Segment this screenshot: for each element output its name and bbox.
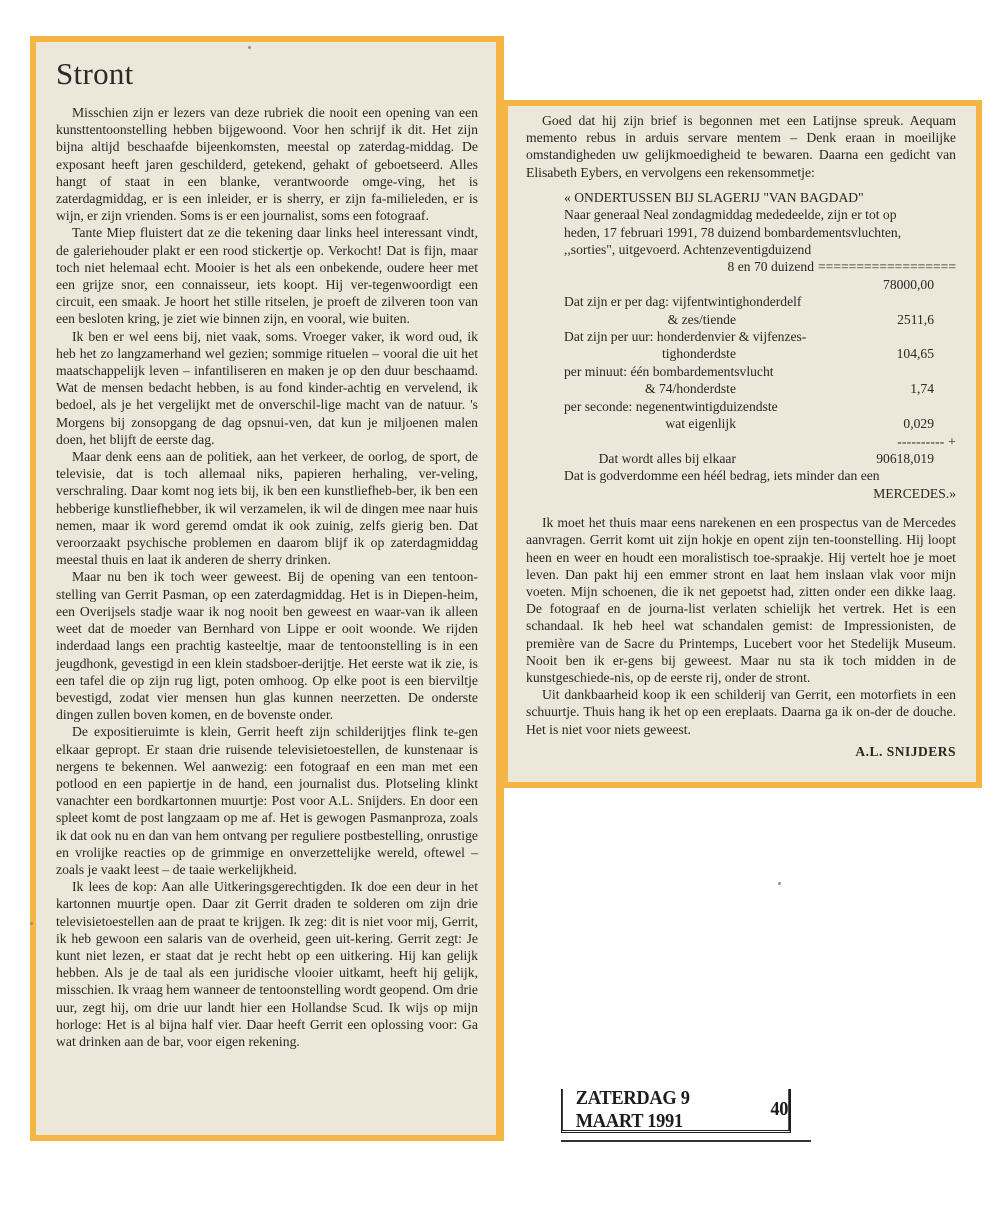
scan-speck bbox=[30, 922, 33, 925]
poem-line: Naar generaal Neal zondagmiddag mededeelde, zijn er tot op bbox=[564, 207, 897, 223]
poem-row-value: 2511,6 bbox=[897, 311, 934, 327]
paragraph: Maar denk eens aan de politiek, aan het verkeer, de oorlog, de sport, de televisie, dat is toch allemaal niks, papieren herhaling, ver-veling, verschraling. Daar komt nog iets bij, ik ben een kunstliefheb-ber, ik ben een hebberige kunstliefhebber, ik wil verzamelen, ik wil de dingen mee naar huis nemen, maar ik word geremd omdat ik ook zuinig, zelfs gierig ben. Dat veroorzaakt psychische problemen en daarom blijf ik op zaterdagmiddag meestal thuis en laat ik anderen de sherry drinken. bbox=[56, 449, 478, 568]
article-clipping-right bbox=[504, 100, 982, 788]
poem-row-label: per seconde: negenentwintigduizendste bbox=[564, 398, 778, 414]
poem-block bbox=[564, 189, 956, 502]
article-title: Stront bbox=[56, 56, 134, 91]
author-signature: A.L. SNIJDERS bbox=[855, 743, 956, 759]
poem-total-row bbox=[564, 276, 956, 293]
poem-split-row bbox=[564, 258, 956, 275]
paragraph: Tante Miep fluistert dat ze die tekening daar links heel interessant vindt, de galeriehouder plakt er een rood stickertje op. Verkocht! Dat is fijn, maar toch niet helemaal echt. Mooier is het als een onbekende, oudere heer met een grijze snor, een connaisseur, iets koopt. Hij ver-tegenwoordigt een circuit, een smaak. Je hoort het stille ritselen, je proeft de zilveren toon van een besloten kring, je ziet wie binnen zijn, en vooral, wie buiten. bbox=[56, 225, 478, 327]
poem-line: ,,sorties", uitgevoerd. Achtenzeventigduizend bbox=[564, 242, 812, 258]
paragraph: Ik lees de kop: Aan alle Uitkeringsgerechtigden. Ik doe een deur in het kartonnen muurtje open. Daar zit Gerrit draden te solderen om zijn drie televisietoestellen aan de praat te krijgen. Ik zeg: dit is niet voor mij, Gerrit, ik heb gewoon een salaris van de overheid, geen uit-kering. Gerrit zegt: Je kunt niet lezen, er staat dat je recht hebt op een uitkering. Hij kan gelijk hebben. Als je de taal als een juridische vlooier uitkamt, heeft hij gelijk, misschien. Ik vraag hem wanneer de tentoonstelling wordt geopend. Om drie uur, zegt hij, om drie uur landt hier een Hollandse Scud. Ik wijs op mijn horloge: Het is al bijna half vier. Daar heeft Gerrit een oplossing voor: Ga wat drinken aan de bar, voor eigen rekening. bbox=[56, 879, 478, 1049]
poem-row-label2: & 74/honderdste bbox=[645, 381, 736, 397]
poem-split-line: 8 en 70 duizend bbox=[727, 259, 814, 275]
poem-sum-label: Dat wordt alles bij elkaar bbox=[598, 450, 736, 466]
poem-row bbox=[564, 311, 956, 328]
paragraph: Maar nu ben ik toch weer geweest. Bij de opening van een tentoon-stelling van Gerrit Pasman, op een zaterdagmiddag. Het is in Diepen-heim, een Overijsels stadje waar ik nog nooit ben geweest en waar-van ik alleen weet dat de moeder van Bernhard von Lippe er ooit woonde. We rijden inderdaad langs een prachtig kasteeltje, maar de tentoonstelling is in een jeugdhonk, gevestigd in een klein stadsboer-derijtje. Het eerste wat ik zie, is een tafel die op zijn rug ligt, poten omhoog. Op elke poot is een bierviltje bevestigd, zodat vier mensen hun glas kunnen neerzetten. De onderste dingen zullen boven komen, en de bovenste onder. bbox=[56, 569, 478, 723]
article-clipping-left bbox=[30, 36, 504, 1141]
poem-row-value: 0,029 bbox=[903, 416, 934, 432]
poem-sum-row bbox=[564, 450, 956, 467]
poem-row-label: Dat zijn er per dag: vijfentwintighonderdelf bbox=[564, 294, 802, 310]
paragraph: De expositieruimte is klein, Gerrit heeft zijn schilderijtjes flink te-gen elkaar gepropt. Er staan drie ruisende televisietoestellen, de kunstenaar is nergens te bekennen. Wel aanwezig: een fotograaf en een man met een potlood en een papiertje in de hand, een journalist dus. Plotseling klinkt vanachter een bordkartonnen muurtje: Post voor A.L. Snijders. En door een spleet komt de post langzaam op me af. Het is gewogen Pasmanproza, zoals ik dat ook nu en dan van hem ontvang per reguliere postbestelling, onrustige en vrolijke reacties op de grimmige en onverzettelijke wereld, oftewel – zoals je vaakt leest – de taaie werkelijkheid. bbox=[56, 724, 478, 877]
poem-row-value: 1,74 bbox=[910, 381, 934, 397]
poem-row-label2: tighonderdste bbox=[662, 346, 736, 362]
poem-row-label2: wat eigenlijk bbox=[665, 416, 736, 432]
article-body-left bbox=[56, 104, 478, 1050]
poem-sum-rule: ---------- + bbox=[897, 433, 956, 449]
page-number: 40 bbox=[770, 1098, 789, 1120]
scan-speck bbox=[778, 882, 781, 885]
poem-closing-line: Dat is godverdomme een héél bedrag, iets minder dan een bbox=[564, 468, 880, 484]
poem-total-value: 78000,00 bbox=[883, 276, 934, 292]
paragraph: Uit dankbaarheid koop ik een schilderij van Gerrit, een motorfiets in een schuurtje. Thuis hang ik het op een ereplaats. Daarna ga ik on-der de douche. Het is niet voor niets geweest. bbox=[526, 687, 956, 737]
poem-row bbox=[564, 380, 956, 397]
paragraph: Ik ben er wel eens bij, niet vaak, soms. Vroeger vaker, ik word oud, ik heb het zo langzamerhand wel gezien; sommige rituelen – vooral die uit het maatschappelijk leven – infantiliseren en maken je op den duur beschaamd. Wat de mensen bedacht hebben, is au fond kinder-achtig en vervelend, ik bedoel, als je het vergelijkt met de onverschil-lige macht van de natuur. 's Morgens bij zonsopgang de dag opsnui-ven, dat kun je miljoenen malen doen, het blijft de eerste dag. bbox=[56, 328, 478, 447]
poem-line: heden, 17 februari 1991, 78 duizend bombardementsvluchten, bbox=[564, 224, 902, 240]
poem-split-rule: ================== bbox=[818, 259, 956, 275]
poem-heading: « ONDERTUSSEN BIJ SLAGERIJ "VAN BAGDAD" bbox=[564, 189, 864, 205]
scan-speck bbox=[248, 46, 251, 49]
poem-row bbox=[564, 415, 956, 432]
paragraph: Misschien zijn er lezers van deze rubriek die nooit een opening van een kunsttentoonstelling hebben bijgewoond. Voor hen schrijf ik dit. Het zijn bijna altijd beschaafde bijeenkomsten, meestal op zaterdag-middag. De exposant heeft jaren geschilderd, getekend, gehakt of geboetseerd. Alles hangt of staat in een blanke, verantwoorde omge-ving, het is zaterdagmiddag, er is een inleider, er is sherry, er zijn fa-milieleden, er is wijn, er zijn vrienden. Soms is er een journalist, soms een fotograaf. bbox=[56, 105, 478, 224]
poem-row bbox=[564, 345, 956, 362]
poem-closing-end: MERCEDES.» bbox=[873, 485, 956, 501]
dateline-box bbox=[561, 1086, 791, 1133]
poem-row-label2: & zes/tiende bbox=[667, 311, 736, 327]
paragraph: Ik moet het thuis maar eens narekenen en een prospectus van de Mercedes aanvragen. Gerrit komt uit zijn hokje en opent zijn ten-toonstelling. Hij loopt heen en weer en houdt een moralistisch toe-spraakje. Hij vertelt hoe je moet leven. Dan pakt hij een emmer stront en laat hem inslaan vlak voor mijn voeten. Mijn schoenen, die ik net gepoetst had, zitten onder een dikke laag. De fotograaf en de journa-list verlaten schielijk het vertrek. Het is een schandaal. Ik heb heel wat schandalen gemist: de Impressionisten, de première van de Sacre du Printemps, Lucebert voor het Stedelijk Museum. Nooit ben ik er-gens bij geweest. Maar nu sta ik toch midden in de kunstgeschiede-nis, op de eerste rij, onder de stront. bbox=[526, 515, 956, 685]
dateline-rule bbox=[561, 1140, 811, 1142]
poem-row-value: 104,65 bbox=[896, 346, 934, 362]
poem-row-label: Dat zijn per uur: honderdenvier & vijfenzes- bbox=[564, 329, 807, 345]
poem-row-label: per minuut: één bombardementsvlucht bbox=[564, 363, 774, 379]
poem-sum-value: 90618,019 bbox=[876, 450, 934, 466]
dateline-date: ZATERDAG 9 MAART 1991 bbox=[575, 1086, 690, 1132]
intro-paragraph: Goed dat hij zijn brief is begonnen met een Latijnse spreuk. Aequam memento rebus in arduis servare mentem – Denk eraan in moeilijke omstandigheden uw gelijkmoedigheid te bewaren. Daarna een gedicht van Elisabeth Eybers, en vervolgens een rekensommetje: bbox=[526, 113, 956, 180]
